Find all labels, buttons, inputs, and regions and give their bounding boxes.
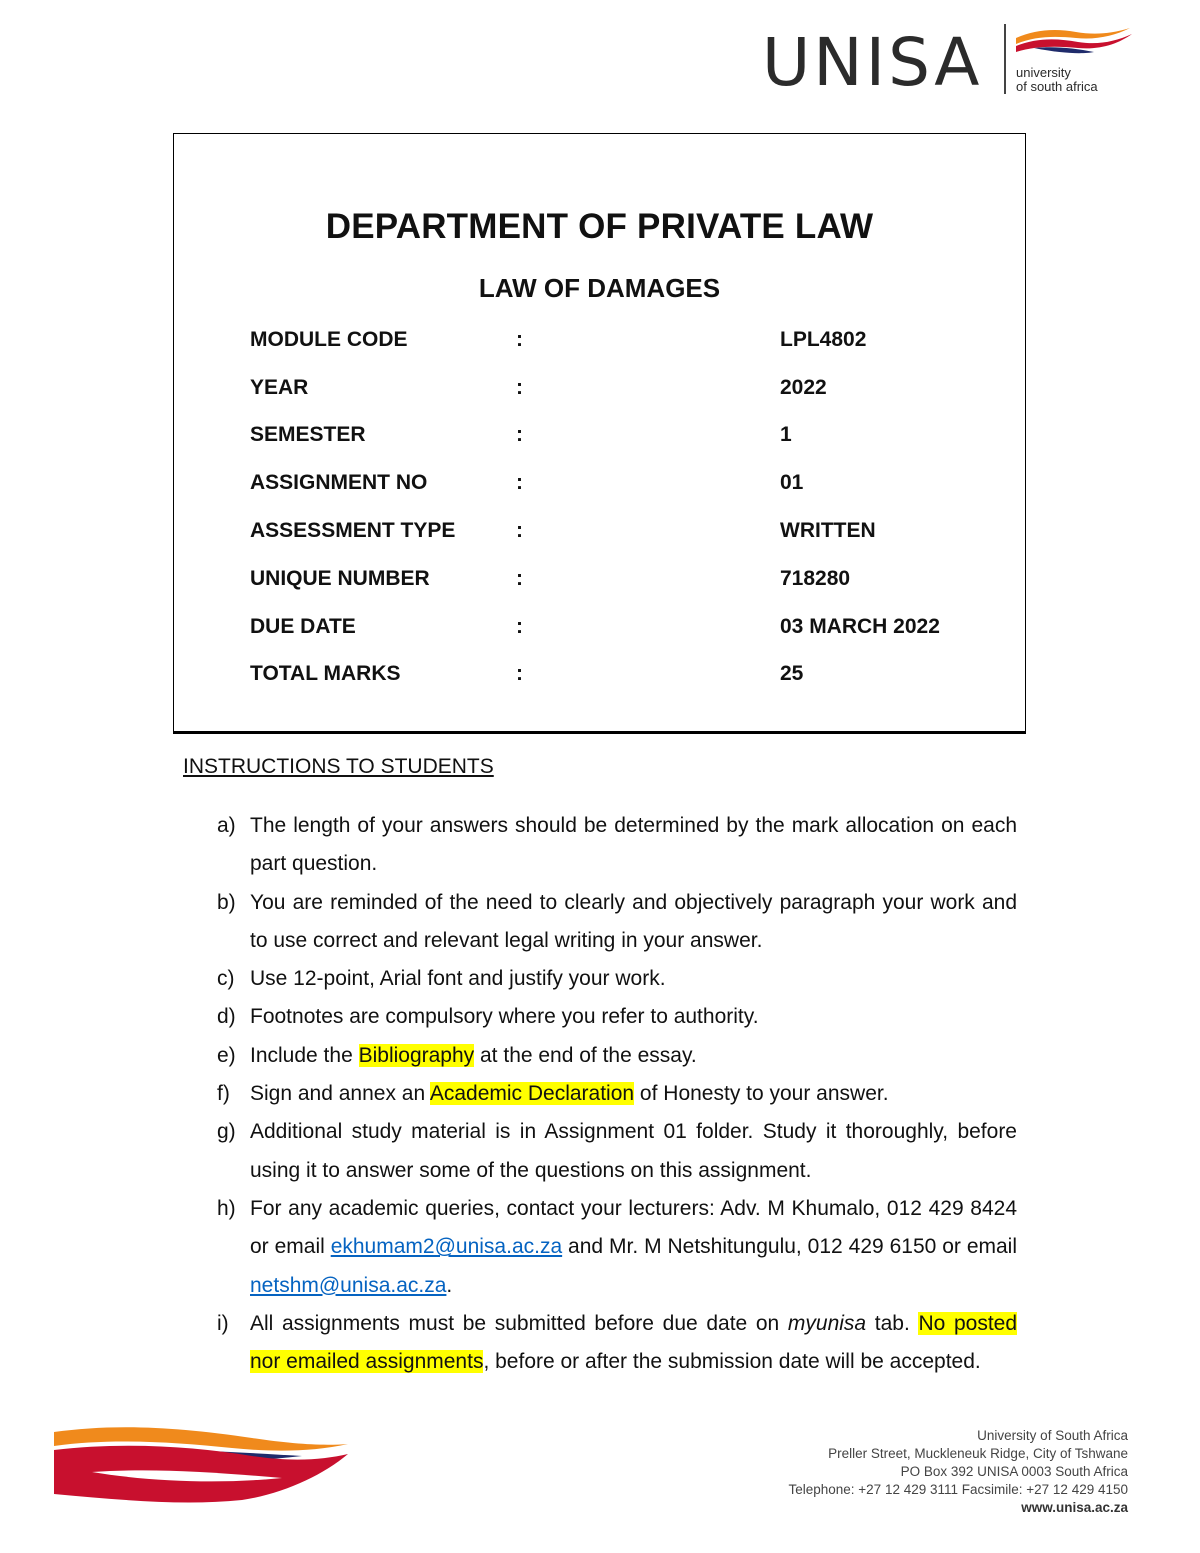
instructions-list: [217, 807, 1017, 1381]
instruction-marker: i): [217, 1311, 229, 1335]
logo-wordmark: UNISA: [762, 24, 983, 101]
detail-value: 01: [780, 471, 804, 494]
detail-colon: :: [516, 423, 523, 446]
detail-row-assessment-type: [250, 519, 1005, 549]
detail-label: MODULE CODE: [250, 328, 408, 351]
instruction-text: Footnotes are compulsory where you refer to authority.: [250, 1005, 759, 1029]
instruction-item-i: [217, 1305, 1017, 1382]
email-link-khumalo[interactable]: ekhumam2@unisa.ac.za: [330, 1235, 563, 1259]
detail-row-total-marks: [250, 662, 1005, 692]
footer-line-2: Preller Street, Muckleneuk Ridge, City of Tshwane: [828, 1446, 1128, 1461]
footer-line-4: Telephone: +27 12 429 3111 Facsimile: +27 12 429 4150: [788, 1482, 1128, 1497]
detail-value: WRITTEN: [780, 519, 876, 542]
instruction-marker: c): [217, 967, 235, 991]
footer-line-3: PO Box 392 UNISA 0003 South Africa: [900, 1464, 1128, 1479]
highlight-bibliography: Bibliography: [358, 1043, 475, 1067]
instruction-text-pre: All assignments must be submitted before due date on: [250, 1311, 788, 1335]
detail-value: LPL4802: [780, 328, 867, 351]
instruction-text-post: at the end of the essay.: [474, 1043, 697, 1067]
instruction-text: The length of your answers should be determined by the mark allocation on each part question.: [250, 814, 1017, 876]
detail-row-module-code: [250, 328, 1005, 358]
email-link-netshitungulu[interactable]: netshm@unisa.ac.za: [250, 1273, 447, 1297]
detail-label: TOTAL MARKS: [250, 662, 401, 685]
detail-row-year: [250, 376, 1005, 406]
detail-colon: :: [516, 471, 523, 494]
instruction-item-g: [217, 1113, 1017, 1190]
detail-label: SEMESTER: [250, 423, 366, 446]
instruction-marker: b): [217, 890, 236, 914]
instructions-heading: INSTRUCTIONS TO STUDENTS: [183, 755, 494, 778]
footer-address: [788, 1427, 1128, 1517]
instruction-item-e: [217, 1037, 1017, 1075]
instruction-text-post: , before or after the submission date will be accepted.: [483, 1350, 981, 1374]
logo-flag-icon: [1014, 24, 1134, 64]
instruction-text-post: of Honesty to your answer.: [634, 1082, 889, 1106]
instruction-item-c: [217, 960, 1017, 998]
detail-value: 718280: [780, 567, 851, 590]
detail-row-unique-number: [250, 567, 1005, 597]
instruction-text-part2: and Mr. M Netshitungulu, 012 429 6150 or email: [562, 1235, 1017, 1259]
instruction-item-f: [217, 1075, 1017, 1113]
detail-label: DUE DATE: [250, 615, 356, 638]
logo-subtitle-line1: university: [1016, 65, 1071, 80]
detail-value: 2022: [780, 376, 827, 399]
cover-box: [173, 133, 1026, 734]
instruction-item-b: [217, 884, 1017, 961]
detail-row-semester: [250, 423, 1005, 453]
instruction-item-a: [217, 807, 1017, 884]
detail-label: ASSESSMENT TYPE: [250, 519, 456, 542]
detail-colon: :: [516, 662, 523, 685]
department-title: DEPARTMENT OF PRIVATE LAW: [325, 207, 874, 246]
detail-row-due-date: [250, 615, 1005, 645]
detail-label: ASSIGNMENT NO: [250, 471, 428, 494]
highlight-academic-declaration: Academic Declaration: [429, 1082, 635, 1106]
instruction-text-pre: Sign and annex an: [250, 1082, 430, 1106]
detail-label: YEAR: [250, 376, 309, 399]
instruction-marker: d): [217, 1005, 236, 1029]
detail-row-assignment-no: [250, 471, 1005, 501]
detail-colon: :: [516, 519, 523, 542]
logo-subtitle: [1016, 66, 1098, 94]
instruction-marker: a): [217, 814, 236, 837]
logo-divider: [1004, 24, 1006, 94]
myunisa-text: myunisa: [787, 1311, 867, 1335]
instruction-text: Additional study material is in Assignment 01 folder. Study it thoroughly, before using it to answer some of the questions on this assignment.: [250, 1120, 1017, 1182]
footer-line-1: University of South Africa: [977, 1428, 1128, 1443]
instruction-item-h: [217, 1190, 1017, 1305]
detail-colon: :: [516, 615, 523, 638]
logo-subtitle-line2: of south africa: [1016, 79, 1098, 94]
detail-colon: :: [516, 328, 523, 351]
footer-flag-icon: [52, 1424, 352, 1514]
unisa-logo: [762, 22, 1142, 102]
detail-label: UNIQUE NUMBER: [250, 567, 430, 590]
instruction-marker: e): [217, 1043, 236, 1067]
detail-colon: :: [516, 376, 523, 399]
instruction-marker: h): [217, 1196, 236, 1220]
instruction-text-part1: For any academic queries, contact your lecturers: Adv. M Khumalo, 012 429 8424 or email: [250, 1196, 1017, 1259]
instruction-text: You are reminded of the need to clearly and objectively paragraph your work and to use correct and relevant legal writing in your answer.: [250, 890, 1017, 952]
instruction-text-part3: .: [446, 1273, 453, 1297]
detail-value: 03 MARCH 2022: [780, 615, 940, 638]
detail-value: 25: [780, 662, 804, 685]
module-title: LAW OF DAMAGES: [478, 273, 721, 303]
instruction-text-mid: tab.: [866, 1311, 919, 1335]
instruction-text-pre: Include the: [250, 1043, 359, 1067]
instruction-item-d: [217, 998, 1017, 1036]
footer-website-link[interactable]: www.unisa.ac.za: [1021, 1500, 1128, 1515]
detail-colon: :: [516, 567, 523, 590]
detail-value: 1: [780, 423, 792, 446]
instruction-marker: g): [217, 1120, 236, 1144]
instruction-text: Use 12-point, Arial font and justify your work.: [250, 967, 666, 991]
highlight-no-posted: No posted nor emailed assignments: [250, 1311, 1018, 1374]
instruction-marker: f): [217, 1082, 230, 1106]
